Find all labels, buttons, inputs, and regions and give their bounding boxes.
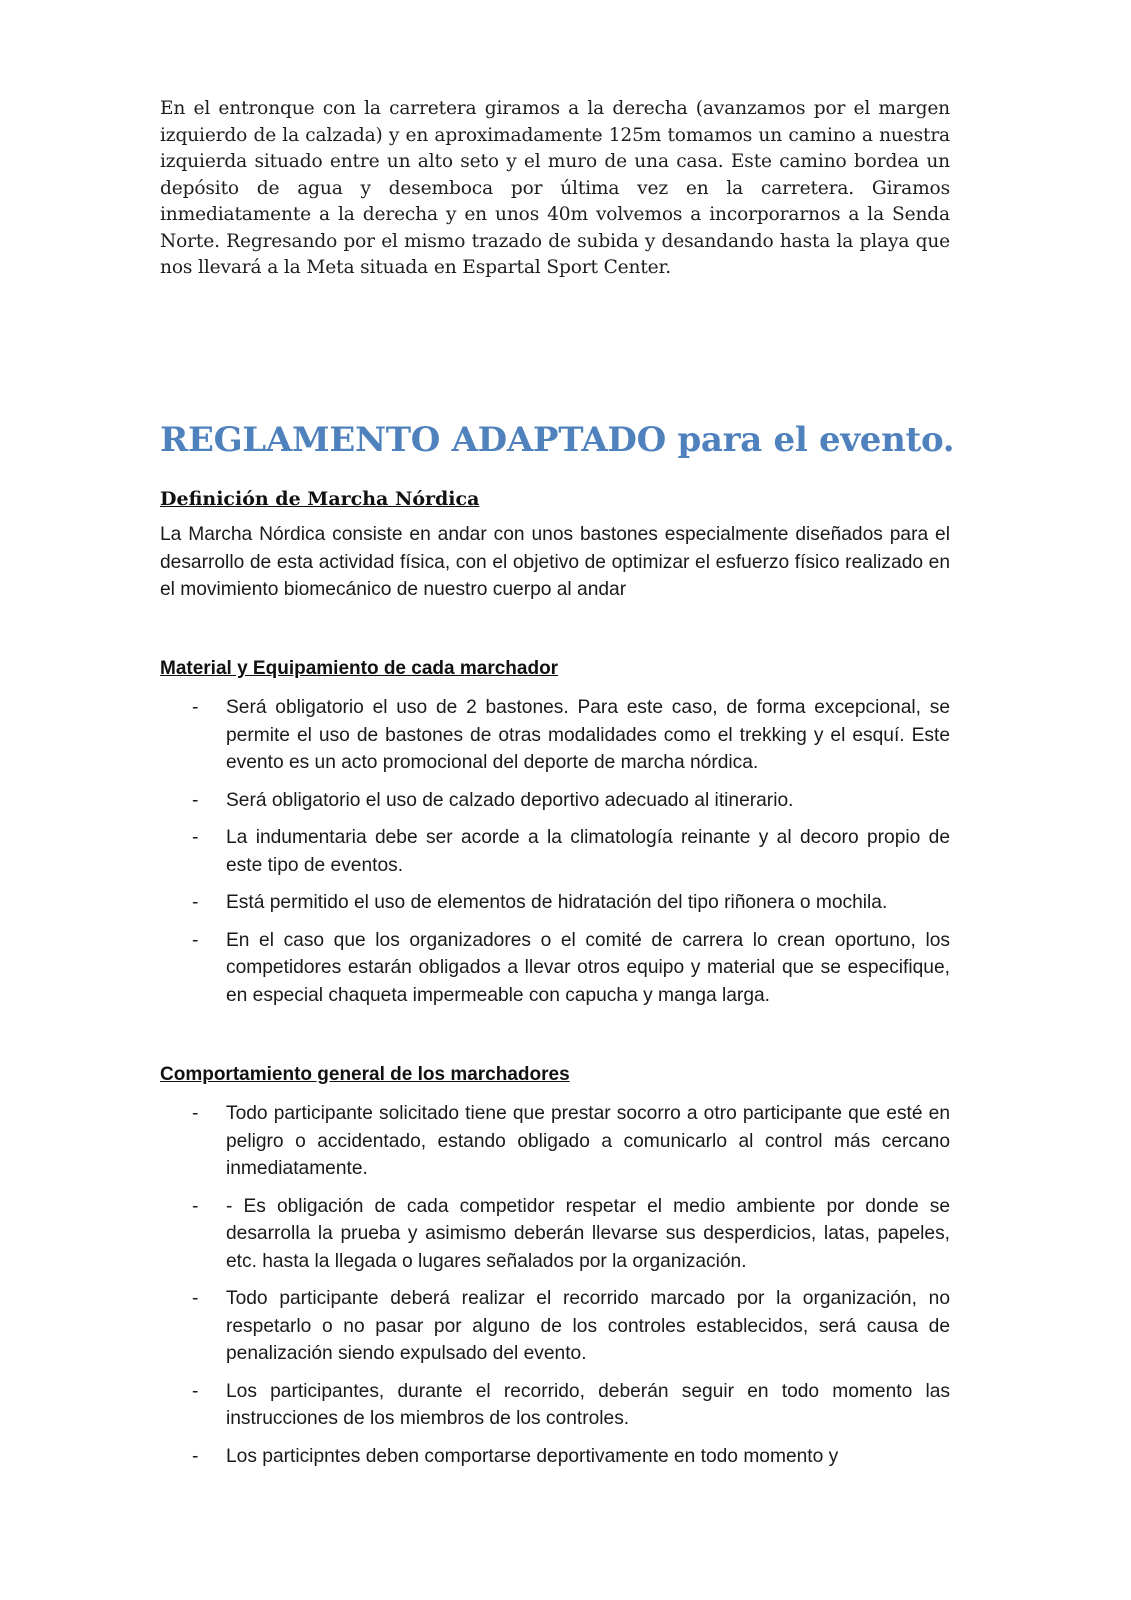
- list-item-text: Será obligatorio el uso de 2 bastones. Para este caso, de forma excepcional, se permite el uso de bastones de otras modalidades como el trekking y el esquí. Este evento es un acto promocional del deporte de marcha nórdica.: [226, 697, 950, 773]
- list-item: [160, 694, 950, 777]
- list-item: [160, 1100, 950, 1183]
- dash-bullet: -: [192, 697, 199, 718]
- definition-section: [160, 486, 950, 604]
- material-section: [160, 655, 950, 1019]
- list-item-text: Los participantes, durante el recorrido, deberán seguir en todo momento las instrucciones de los miembros de los controles.: [226, 1380, 950, 1429]
- list-item: [160, 1443, 950, 1471]
- behaviour-section: [160, 1061, 950, 1480]
- dash-bullet: -: [192, 929, 199, 951]
- list-item: [160, 787, 950, 815]
- material-list: [160, 694, 950, 1009]
- material-heading: Material y Equipamiento de cada marchador: [160, 658, 559, 679]
- main-title: REGLAMENTO ADAPTADO para el evento.: [160, 420, 955, 460]
- list-item: [160, 1378, 950, 1433]
- list-item-text: La indumentaria debe ser acorde a la climatología reinante y al decoro propio de este tipo de eventos.: [226, 827, 950, 876]
- dash-bullet: -: [192, 892, 199, 913]
- list-item-text: En el caso que los organizadores o el comité de carrera lo crean oportuno, los competidores estarán obligados a llevar otros equipo y material que se especifique, en especial chaqueta impermeable con capucha y manga larga.: [226, 929, 950, 1006]
- list-item: [160, 927, 950, 1010]
- dash-bullet: -: [192, 1103, 199, 1124]
- list-item: [160, 889, 950, 917]
- definition-heading: Definición de Marcha Nórdica: [160, 488, 480, 510]
- dash-bullet: -: [192, 827, 199, 848]
- dash-bullet: -: [192, 789, 199, 811]
- list-item-text: Está permitido el uso de elementos de hidratación del tipo riñonera o mochila.: [226, 892, 888, 913]
- dash-bullet: -: [192, 1195, 199, 1217]
- list-item: [160, 1285, 950, 1368]
- list-item-text: Será obligatorio el uso de calzado deportivo adecuado al itinerario.: [226, 789, 794, 811]
- behaviour-heading: Comportamiento general de los marchadores: [160, 1064, 570, 1085]
- list-item-text: Los participntes deben comportarse deportivamente en todo momento y: [226, 1445, 839, 1467]
- definition-text: La Marcha Nórdica consiste en andar con unos bastones especialmente diseñados para el desarrollo de esta actividad física, con el objetivo de optimizar el esfuerzo físico realizado en el movimiento biomecánico de nuestro cuerpo al andar: [160, 524, 950, 600]
- dash-bullet: -: [192, 1288, 199, 1309]
- dash-bullet: -: [192, 1445, 199, 1467]
- list-item: [160, 1193, 950, 1276]
- dash-bullet: -: [192, 1380, 199, 1402]
- behaviour-list: [160, 1100, 950, 1470]
- list-item-text: - Es obligación de cada competidor respetar el medio ambiente por donde se desarrolla la prueba y asimismo deberán llevarse sus desperdicios, latas, papeles, etc. hasta la llegada o lugares señalados por la organización.: [226, 1195, 950, 1272]
- intro-paragraph: En el entronque con la carretera giramos a la derecha (avanzamos por el margen izquierdo de la calzada) y en aproximadamente 125m tomamos un camino a nuestra izquierda situado entre un alto seto y el muro de una casa. Este camino bordea un depósito de agua y desemboca por última vez en la carretera. Giramos inmediatamente a la derecha y en unos 40m volvemos a incorporarnos a la Senda Norte. Regresando por el mismo trazado de subida y desandando hasta la playa que nos llevará a la Meta situada en Espartal Sport Center.: [160, 98, 950, 278]
- list-item: [160, 824, 950, 879]
- list-item-text: Todo participante deberá realizar el recorrido marcado por la organización, no respetarlo o no pasar por alguno de los controles establecidos, será causa de penalización siendo expulsado del evento.: [226, 1288, 950, 1364]
- list-item-text: Todo participante solicitado tiene que prestar socorro a otro participante que esté en peligro o accidentado, estando obligado a comunicarlo al control más cercano inmediatamente.: [226, 1103, 950, 1179]
